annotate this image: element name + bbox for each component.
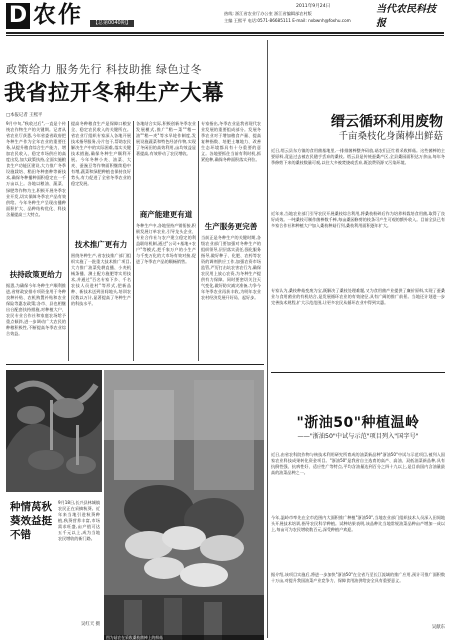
editor-line: 主编 王熙平 电话:0571-86685111 E-mail: nxbwnh@foxhu.com (224, 18, 351, 23)
lead-col2-text: 提高冬种粮食生产是保障口粮安全、稳定农民收入的关键所在。省农业厅组织专家深入各地开展技术指导服务,分片包干,帮助农民解决生产中的实际困难,落实关键技术措施,确保冬种生产顺利开展。今年冬种小麦、油菜、大麦、蚕豌豆等作物面积继续稳中有增,蔬菜和绿肥种植也保持良好势头,有力促进了全省冬季农业的稳定发展。 (71, 121, 131, 187)
right-story-body-1: 近日,缙云县东方镇的食用菌基地里,一排排菌棒整齐码放,菇农们正忙着采收鲜菇。这些菌棒的主要原料,竟是过去被农民随手丢弃的桑枝。缙云县是传统蚕桑产区,全县桑园面积达万余亩,每年冬季修剪下来的桑枝数量可观,以往大多被焚烧或丢弃,既浪费资源又污染环境。 (271, 148, 445, 166)
lead-subhead-1: 扶持政策更给力 (9, 270, 63, 279)
section-title: 农作 (33, 1, 83, 28)
mushroom-photo-caption: 图为菇农在采收桑枝菌棒上的鲜菇 (104, 635, 264, 640)
right-story-subhead: 千亩桑枝化身菌棒出鲜菇 (338, 131, 443, 142)
lead-col1-text: 9月中旬,"秋收过后",一直是个传统农作物生产的关键期。记者从省农业厅获悉,今年省委省政府把冬种生产作为全年农业的重要任务,从提升粮食综合生产能力、增加农民收入、稳定市场供应的高度出发,加大政策扶持,全面实施粮食生产功能区建设,大力推广冬季设施栽培、稻田冬种套种等新技术,确保冬种播种面积稳定在一千万亩以上。各地以粮油、蔬菜、绿肥等作物为主,积极开展冬季农业开发,切实保障冬季农产品有效供给。今年冬种生产呈现出播种面积扩大、品种结构优化、科技含量提高三大特点。 (6, 121, 66, 217)
lead-col1b-text: 据悉,为确保今年冬种生产顺利推进,省财政安排专项资金用于冬种良种补贴、农机购置补贴和农业保险等惠农政策;各市、县也相继出台配套扶持措施,对种植大户、农民专业合作社和家庭农场给予重点倾斜,进一步调动广大农民的种粮积极性,不断提高冬季农业综合效益。 (6, 283, 66, 337)
lead-bottom-rule (6, 364, 264, 365)
okra-box (6, 494, 102, 640)
lead-col2b-text: 围绕冬种生产,省农技推广部门组织实施了一批重大技术推广项目,大力推广油菜免耕直播、小麦机械条播、测土配方施肥等实用技术,并通过"百名专家下乡、千名农技人员进村"等形式,把新品种、新技术送到田间地头,培训农民数以万计,显著提高了冬种生产的科技水平。 (71, 253, 131, 307)
section-logo-letter: D (8, 3, 28, 28)
zheyou-body-1: 近日,由省农科院作物与核技术利用研究所育成的油菜新品种"浙油50"中试与示范项目,被列入国家农业科技成果转化资金项目。"浙油50"是我省自主选育的高产、高油、双低油菜新品种,具有抗倒性强、抗病性好、适应性广等特点,平均含油量达到百分之四十九以上,是目前国内含油量最高的油菜品种之一。 (271, 452, 445, 476)
issue-date: 2011年9月24日 (296, 4, 331, 9)
okra-photo (6, 370, 102, 492)
column-divider (133, 121, 134, 361)
zheyou-headline: "浙油50"种植温岭 (296, 415, 420, 431)
masthead-rule-thin (6, 35, 444, 36)
lead-col4b-text: 当前正是冬种生产的关键时期,各级农业部门要加强对冬种生产的组织领导,层层落实责任,强化服务指导,做好种子、化肥、农药等农资的调剂供应工作,加强农资市场监管,严厉打击坑农害农行为,确保农民用上放心农资,为冬种生产提供有力保障。同时要密切关注天气变化,做好防灾减灾准备,力争今年冬季农业再获丰收,为明年农业农村经济发展开好局、起好步。 (201, 235, 261, 301)
okra-headline: 种情莴秋葵效益挺不错 (10, 501, 52, 541)
right-column-divider (267, 40, 268, 638)
okra-photo-image (6, 370, 102, 492)
right-column-rule (271, 372, 445, 373)
zheyou-subhead: ——"浙油50"中试与示范"项目列入"国字号" (297, 433, 419, 440)
masthead-rule (6, 32, 444, 34)
zheyou-body-3: 据介绍,该项目实施后,将进一步加快"浙油50"在全省乃至长江流域的推广应用,预计可推广面积数十万亩,对提升我国油菜产业竞争力、保障食用油供给安全具有重要意义。 (271, 572, 445, 584)
newspaper-brand: 当代农民科技报 (376, 4, 436, 29)
lead-col4-text: 专家指出,冬季农业是我省现代农业发展的重要组成部分。发展冬季农业对于增加粮食产量、提高复种指数、培肥土壤地力、改善生态环境都具有十分重要的意义。各地要抓住当前有利时机,抓紧抢种,确保冬种面积落实到位。 (201, 121, 261, 163)
zheyou-credit: 吴献东 (431, 625, 445, 630)
right-story-body-3: 专家认为,桑枝种菇变废为宝,既解决了桑枝处理难题,又为食用菌产业提供了廉价原料,实现了蚕桑业与食用菌业的有机结合,是发展循环农业的有效途径,具有广阔的推广前景。当地还计划进一步完善技术规程,扩大示范范围,让更多农民从循环农业中得到实惠。 (271, 288, 445, 306)
mushroom-photo-image (104, 370, 264, 640)
okra-credit: 吴红天 摄 (81, 622, 100, 627)
zheyou-body-2: 今年,温岭市率先在全市范围内大面积推广种植"浙油50",当地农业部门组织技术人员深入田间地头开展技术培训,指导农民科学种植。试种结果表明,该品种比当地常规油菜品种亩产增加一成以上,每亩可为农民增收数百元,深受种植户欢迎。 (271, 515, 445, 533)
page-code: 【总第0040期】 (90, 20, 134, 27)
lead-byline: □本报记者 王熙平 (6, 113, 43, 118)
right-story-headline: 缙云循环利用废物 (331, 114, 443, 130)
okra-caption: 9月18日,长兴县林城镇农民正在采摘秋葵。近年来当地引进秋葵种植,秋葵营养丰富,市场需求旺盛,亩产值可达五千元以上,成为当地农民增收的新门路。 (58, 500, 100, 542)
lead-headline: 我省拉开冬种生产大幕 (4, 81, 225, 106)
lead-subhead-4: 生产服务更完善 (204, 222, 258, 231)
right-story-body-2: 近年来,当地农业部门引导农民开展桑枝综合利用,将桑枝粉碎后作为培养料栽培食用菌,取得了良好成效。一吨桑枝可制作菌棒数千棒,每亩桑园修剪的枝条可产生可观的额外收入。目前全县已有多家合作社和种植大户加入桑枝种菇行列,桑枝利用面积逐年扩大。 (271, 211, 445, 229)
lead-subhead-3: 商产能建更有道 (139, 210, 193, 219)
section-logo-box (6, 3, 30, 29)
lead-col3b-text: 冬种生产中,各地坚持产销衔接,积极发展订单农业,引导龙头企业、专业合作社与农户建立稳定的利益联结机制,通过"公司+基地+农户"等模式,把千家万户的小生产与千变万化的大市场有效对接,促进了冬季农产品的顺畅销售。 (136, 223, 196, 265)
lead-col3-text: 各地结合实际,积极创新冬季农业发展模式,推广"稻—菜""稻—油""稻—麦"等水旱轮作制度,发展设施蔬菜和特色经济作物,实现了冬闲田的高效利用,亩均效益显著提高,有效带动了农民增收。 (136, 121, 196, 157)
column-divider (198, 121, 199, 361)
hotline-line: 热线: 浙江省农业厅办公室 浙江省编辑部农村版 (224, 11, 312, 16)
lead-subhead-2: 技术推广更有力 (74, 240, 128, 249)
column-divider (68, 121, 69, 361)
mushroom-photo (104, 370, 264, 640)
lead-kicker: 政策给力 服务先行 科技助推 绿色过冬 (6, 63, 202, 76)
masthead (6, 3, 444, 33)
